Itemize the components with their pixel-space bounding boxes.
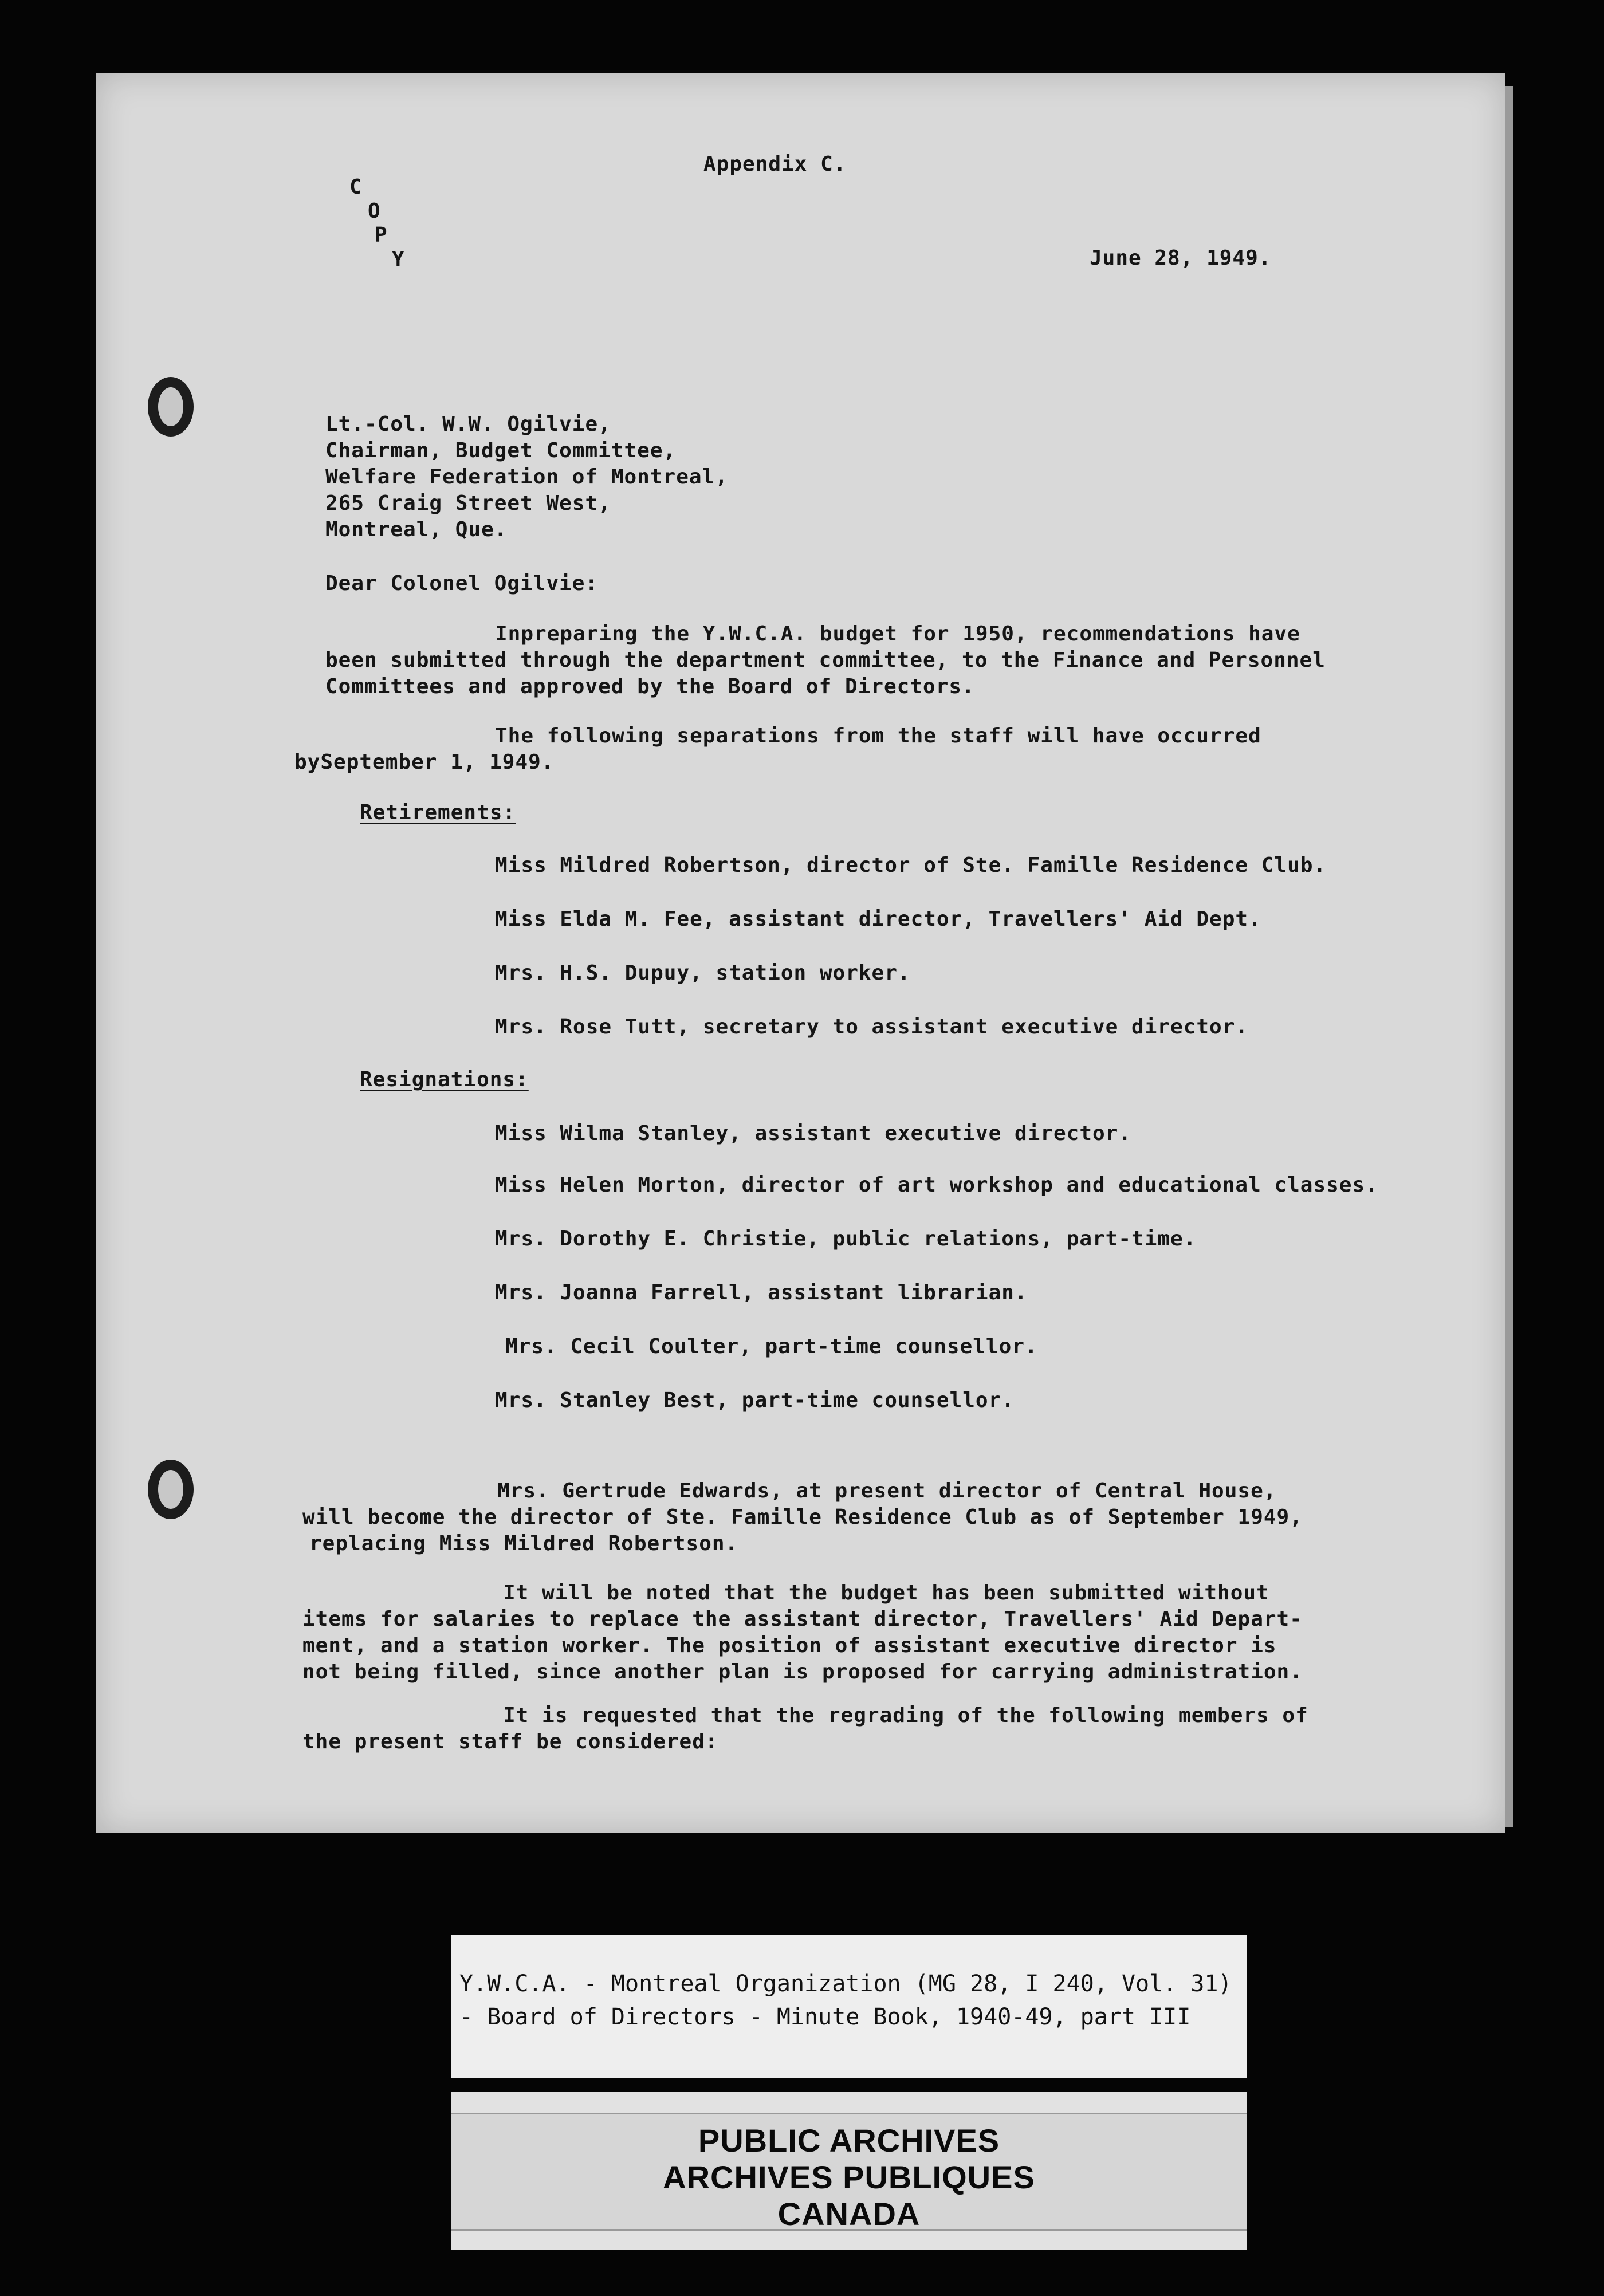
- resignation-item: Mrs. Stanley Best, part-time counsellor.: [495, 1389, 1015, 1412]
- address-line: Chairman, Budget Committee,: [325, 439, 677, 462]
- punch-hole-top: [148, 377, 194, 437]
- salutation: Dear Colonel Ogilvie:: [325, 572, 599, 595]
- stamp-line: PUBLIC ARCHIVES: [698, 2122, 1000, 2159]
- resignation-item: Mrs. Joanna Farrell, assistant librarian.: [495, 1281, 1028, 1304]
- appendix-heading: Appendix C.: [703, 152, 847, 176]
- resignation-item: Miss Wilma Stanley, assistant executive director.: [495, 1122, 1132, 1145]
- paragraph-line: The following separations from the staff will have occurred: [495, 724, 1261, 748]
- address-line: 265 Craig Street West,: [325, 492, 611, 515]
- resignation-item: Mrs. Dorothy E. Christie, public relations, part-time.: [495, 1227, 1197, 1251]
- paragraph-line: ment, and a station worker. The position of assistant executive director is: [302, 1634, 1277, 1657]
- retirement-item: Miss Elda M. Fee, assistant director, Travellers' Aid Dept.: [495, 907, 1261, 931]
- paragraph-line: replacing Miss Mildred Robertson.: [309, 1532, 738, 1555]
- resignation-item: Mrs. Cecil Coulter, part-time counsellor.: [505, 1335, 1038, 1358]
- copy-letter-p: P: [375, 223, 388, 247]
- copy-letter-y: Y: [392, 247, 405, 271]
- archive-label-line: Y.W.C.A. - Montreal Organization (MG 28, I 240, Vol. 31): [459, 1971, 1232, 1997]
- archives-stamp: [451, 2092, 1247, 2250]
- retirement-item: Miss Mildred Robertson, director of Ste. Famille Residence Club.: [495, 854, 1327, 877]
- paragraph-line: Inpreparing the Y.W.C.A. budget for 1950, recommendations have: [495, 622, 1300, 646]
- letter-page: [96, 73, 1505, 1833]
- paragraph-line: It will be noted that the budget has been submitted without: [503, 1581, 1269, 1605]
- address-line: Lt.-Col. W.W. Ogilvie,: [325, 412, 611, 436]
- address-line: Welfare Federation of Montreal,: [325, 465, 728, 489]
- archive-reference-label: [451, 1935, 1247, 2078]
- paragraph-line: items for salaries to replace the assistant director, Travellers' Aid Depart-: [302, 1607, 1303, 1631]
- retirement-item: Mrs. Rose Tutt, secretary to assistant executive director.: [495, 1015, 1249, 1039]
- letter-date: June 28, 1949.: [1090, 246, 1272, 270]
- stamp-line: CANADA: [777, 2196, 921, 2232]
- copy-letter-o: O: [368, 199, 381, 223]
- punch-hole-bottom: [148, 1460, 194, 1519]
- archive-label-line: - Board of Directors - Minute Book, 1940-49, part III: [459, 2004, 1191, 2030]
- paragraph-line: bySeptember 1, 1949.: [294, 750, 555, 774]
- address-line: Montreal, Que.: [325, 518, 508, 541]
- retirements-heading: Retirements:: [360, 801, 516, 824]
- paragraph-line: not being filled, since another plan is proposed for carrying administration.: [302, 1660, 1303, 1684]
- paragraph-line: the present staff be considered:: [302, 1730, 718, 1754]
- paragraph-line: been submitted through the department committee, to the Finance and Personnel: [325, 648, 1326, 672]
- copy-letter-c: C: [349, 175, 363, 199]
- paragraph-line: Committees and approved by the Board of Directors.: [325, 675, 975, 698]
- paragraph-line: Mrs. Gertrude Edwards, at present director of Central House,: [497, 1479, 1277, 1503]
- paragraph-line: will become the director of Ste. Famille Residence Club as of September 1949,: [302, 1505, 1303, 1529]
- retirement-item: Mrs. H.S. Dupuy, station worker.: [495, 961, 911, 985]
- stamp-line: ARCHIVES PUBLIQUES: [663, 2159, 1035, 2195]
- resignations-heading: Resignations:: [360, 1068, 529, 1091]
- resignation-item: Miss Helen Morton, director of art workshop and educational classes.: [495, 1173, 1378, 1197]
- paragraph-line: It is requested that the regrading of the following members of: [503, 1704, 1308, 1727]
